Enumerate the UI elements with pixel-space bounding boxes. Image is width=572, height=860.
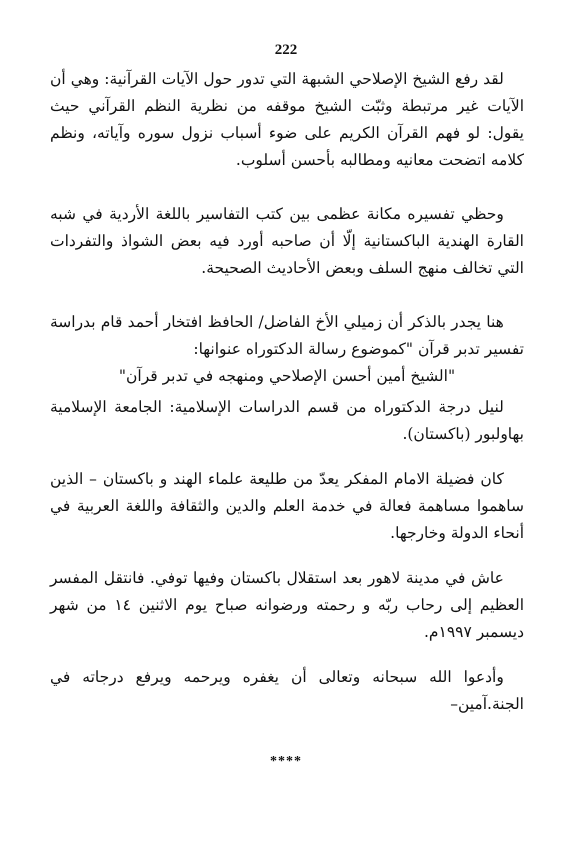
thesis-title-quote: "الشيخ أمين أحسن الإصلاحي ومنهجه في تدبر قرآن" — [118, 367, 456, 385]
paragraph-reform-doubt: لقد رفع الشيخ الإصلاحي الشبهة التي تدور حول الآيات القرآنية: وهي أن الآيات غير مرتبطة وثبّت الشيخ موقفه من نظرية النظم القرآني حيث يقول: لو فهم القرآن الكريم على ضوء أسباب نزول سوره وآياته، ونظم كلامه اتضحت معانيه ومطالبه بأحسن أسلوب. — [50, 70, 524, 169]
paragraph-phd-study: هنا يجدر بالذكر أن زميلي الأخ الفاضل/ الحافظ افتخار أحمد قام بدراسة تفسير تدبر قرآن "كموضوع رسالة الدكتوراه عنوانها: — [50, 313, 524, 358]
paragraph-university: لنيل درجة الدكتوراه من قسم الدراسات الإسلامية: الجامعة الإسلامية بهاولبور (باكستان). — [50, 398, 524, 443]
paragraph-death-lahore: عاش في مدينة لاهور بعد استقلال باكستان وفيها توفي. فانتقل المفسر العظيم إلى رحاب ربّه و رحمته ورضوانه صباح يوم الاثنين ١٤ من شهر ديسمبر ١٩٩٧م. — [50, 569, 524, 641]
end-mark: **** — [270, 754, 302, 769]
paragraph-imam-contribution: كان فضيلة الامام المفكر يعدّ من طليعة علماء الهند و باكستان – الذين ساهموا مساهمة فعالة في خدمة العلم والدين والثقافة واللغة العربية في أنحاء الدولة وخارجها. — [50, 470, 524, 542]
paragraph-tafsir-status: وحظي تفسيره مكانة عظمى بين كتب التفاسير باللغة الأردية في شبه القارة الهندية الباكستانية إلّا أن صاحبه أورد فيه بعض الشواذ والتفردات التي تخالف منهج السلف وبعض الأحاديث الصحيحة. — [50, 205, 524, 277]
paragraph-prayer: وأدعوا الله سبحانه وتعالى أن يغفره ويرحمه ويرفع درجاته في الجنة.آمين– — [50, 668, 524, 713]
body-text — [50, 66, 524, 718]
page-number: 222 — [274, 42, 298, 58]
